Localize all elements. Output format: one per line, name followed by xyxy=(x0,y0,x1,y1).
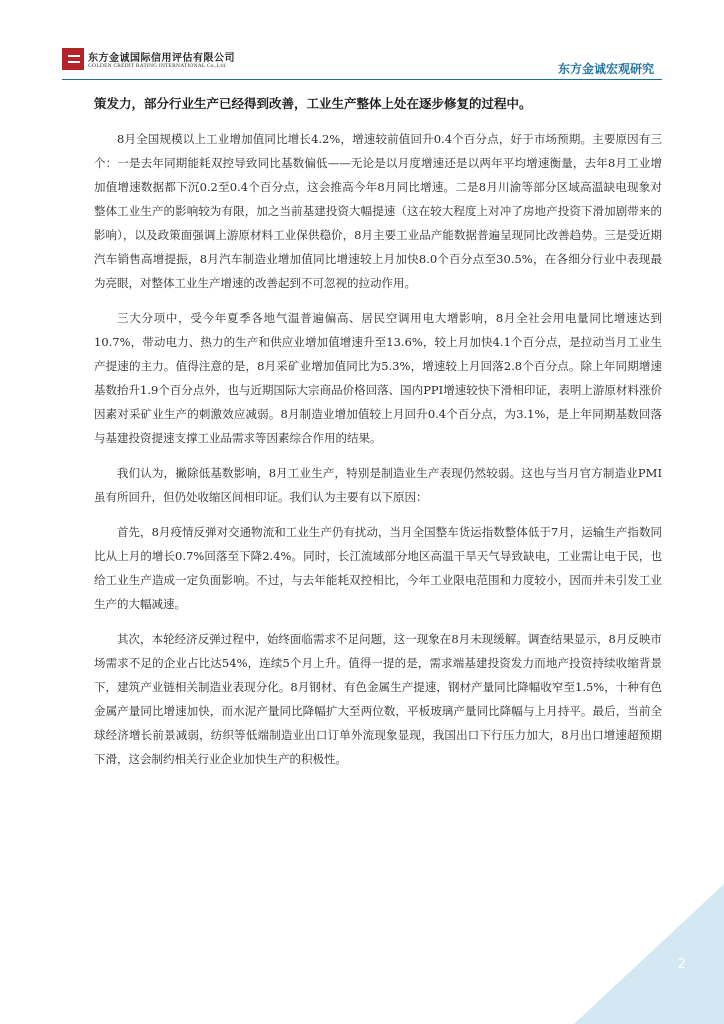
company-name-en: GOLDEN CREDIT RATING INTERNATIONAL Co.,Ltd. xyxy=(88,63,227,69)
header-divider xyxy=(62,79,662,80)
paragraph-first-reason: 首先，8月疫情反弹对交通物流和工业生产仍有扰动，当月全国整车货运指数整体低于7月，运输生产指数同比从上月的增长0.7%回落至下降2.4%。同时，长江流域部分地区高温干旱天气导致缺电，工业需让电于民，也给工业生产造成一定负面影响。不过，与去年能耗双控相比，今年工业限电范围和力度较小，因而并未引发工业生产的大幅减速。 xyxy=(94,525,662,611)
paragraph-industrial-growth: 8月全国规模以上工业增加值同比增长4.2%，增速较前值回升0.4个百分点，好于市场预期。主要原因有三个：一是去年同期能耗双控导致同比基数偏低——无论是以月度增速还是以两年平均增速衡量，去年8月工业增加值增速数据都下沉0.2至0.4个百分点，这会推高今年8月同比增速。二是8月川渝等部分区域高温缺电现象对整体工业生产的影响较为有限，加之当前基建投资大幅提速（这在较大程度上对冲了房地产投资下滑加剧带来的影响），以及政策面强调上游原材料工业保供稳价，8月主要工业品产能数据普遍呈现同比改善趋势。三是受近期汽车销售高增提振，8月汽车制造业增加值同比增速较上月加快8.0个百分点至30.5%，在各细分行业中表现最为亮眼，对整体工业生产增速的改善起到不可忽视的拉动作用。 xyxy=(94,132,662,290)
lead-sentence: 策发力，部分行业生产已经得到改善，工业生产整体上处在逐步修复的过程中。 xyxy=(94,96,532,111)
page-header xyxy=(0,0,724,90)
company-logo-icon xyxy=(62,48,84,70)
paragraph-second-reason: 其次，本轮经济反弹过程中，始终面临需求不足问题，这一现象在8月未现缓解。调查结果显示，8月反映市场需求不足的企业占比达54%，连续5个月上升。值得一提的是，需求端基建投资发力而地产投资持续收缩背景下，建筑产业链相关制造业表现分化。8月钢材、有色金属生产提速，钢材产量同比降幅收窄至1.5%，十种有色金属产量同比增速加快，而水泥产量同比降幅扩大至两位数，平板玻璃产量同比降幅与上月持平。最后，当前全球经济增长前景减弱，纺织等低端制造业出口订单外流现象显现，我国出口下行压力加大，8月出口增速超预期下滑，这会制约相关行业企业加快生产的积极性。 xyxy=(94,632,662,766)
corner-decoration xyxy=(574,884,724,1024)
paragraph-weak-manufacturing: 我们认为，撇除低基数影响，8月工业生产，特别是制造业生产表现仍然较弱。这也与当月官方制造业PMI虽有所回升，但仍处收缩区间相印证。我们认为主要有以下原因： xyxy=(94,466,662,504)
document-body xyxy=(94,93,662,782)
page-number: 2 xyxy=(677,957,686,972)
paragraph-three-sectors: 三大分项中，受今年夏季各地气温普遍偏高、居民空调用电大增影响，8月全社会用电量同比增速达到10.7%，带动电力、热力的生产和供应业增加值增速升至13.6%，较上月加快4.1个百分点，是拉动当月工业生产提速的主力。值得注意的是，8月采矿业增加值同比为5.3%，增速较上月回落2.8个百分点。除上年同期增速基数抬升1.9个百分点外，也与近期国际大宗商品价格回落、国内PPI增速较快下滑相印证，表明上游原材料涨价因素对采矿业生产的刺激效应减弱。8月制造业增加值较上月回升0.4个百分点，为3.1%，是上年同期基数回落与基建投资提速支撑工业品需求等因素综合作用的结果。 xyxy=(94,311,662,445)
company-name-cn: 东方金诚国际信用评估有限公司 xyxy=(88,53,235,64)
report-series-title: 东方金诚宏观研究 xyxy=(557,62,654,76)
